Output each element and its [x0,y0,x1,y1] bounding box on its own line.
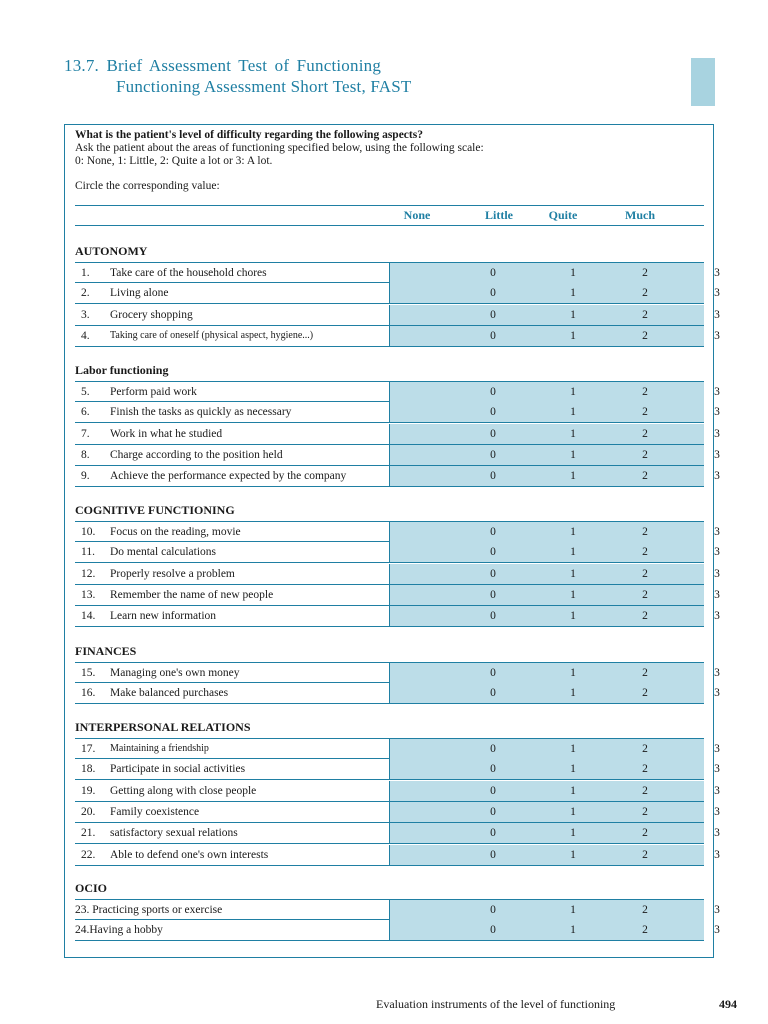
score-little[interactable]: 1 [570,763,576,776]
score-cells [389,466,720,486]
footer-text: Evaluation instruments of the level of functioning [376,997,616,1011]
item-number: 19. [81,784,96,797]
item-number: 16. [81,687,96,700]
item-number: 5. [81,386,90,398]
score-much[interactable]: 3 [714,329,720,342]
score-little[interactable]: 1 [570,743,576,755]
item-label: Focus on the reading, movie [110,526,241,538]
page-title [64,55,411,97]
score-quite[interactable]: 2 [642,924,648,937]
score-quite[interactable]: 2 [642,827,648,840]
instruction-text: Ask the patient about the areas of functioning specified below, using the following scale: [75,142,484,154]
score-cells [389,900,720,920]
item-number: 6. [81,406,90,419]
score-little[interactable]: 1 [570,308,576,321]
score-much[interactable]: 3 [714,588,720,601]
table-row [75,683,720,704]
section-title: FINANCES [75,644,137,658]
table-row [75,781,720,802]
table-row [75,738,720,759]
score-none[interactable]: 0 [490,287,496,300]
column-header-little: Little [485,208,513,222]
item-label: Grocery shopping [110,308,193,321]
score-little[interactable]: 1 [570,667,576,679]
table-row [75,585,720,606]
score-much[interactable]: 3 [714,848,720,861]
table-row [75,759,720,780]
score-much[interactable]: 3 [714,687,720,700]
item-label: Work in what he studied [110,427,223,440]
score-none[interactable]: 0 [490,406,496,419]
score-quite[interactable]: 2 [642,610,648,623]
item-label: Taking care of oneself (physical aspect, hygiene...) [110,329,314,341]
score-cells [389,445,720,465]
score-little[interactable]: 1 [570,427,576,440]
score-quite[interactable]: 2 [642,287,648,300]
score-much[interactable]: 3 [714,667,720,679]
score-none[interactable]: 0 [490,827,496,840]
table-row [75,262,720,283]
item-label: Learn new information [110,610,217,623]
item-number: 9. [81,470,90,483]
item-label: Living alone [110,287,169,300]
item-number: 14. [81,610,96,623]
score-cells [389,424,720,444]
score-cells [389,739,720,759]
score-none[interactable]: 0 [490,448,496,461]
score-cells [389,585,720,605]
score-none[interactable]: 0 [490,588,496,601]
score-quite[interactable]: 2 [642,427,648,440]
column-header-quite: Quite [548,208,578,222]
item-label: Participate in social activities [110,763,246,776]
score-little[interactable]: 1 [570,610,576,623]
score-little[interactable]: 1 [570,827,576,840]
score-cells [389,522,720,542]
score-much[interactable]: 3 [714,386,720,398]
score-none[interactable]: 0 [490,427,496,440]
score-quite[interactable]: 2 [642,904,648,916]
score-none[interactable]: 0 [490,546,496,559]
score-cells [389,683,720,703]
score-little[interactable]: 1 [570,924,576,937]
score-none[interactable]: 0 [490,308,496,321]
item-number: 20. [81,805,96,818]
instructions [75,129,695,193]
score-little[interactable]: 1 [570,567,576,580]
score-cells [389,823,720,843]
item-label: Perform paid work [110,386,197,398]
score-quite[interactable]: 2 [642,805,648,818]
score-none[interactable]: 0 [490,687,496,700]
score-much[interactable]: 3 [714,526,720,538]
item-label: Do mental calculations [110,546,217,559]
table-row [75,381,720,402]
score-little[interactable]: 1 [570,406,576,419]
item-label: 24.Having a hobby [75,924,163,937]
score-cells [389,802,720,822]
item-number: 12. [81,567,96,580]
score-quite[interactable]: 2 [642,406,648,419]
score-much[interactable]: 3 [714,448,720,461]
score-much[interactable]: 3 [714,546,720,559]
item-label: Take care of the household chores [110,267,267,279]
item-number: 3. [81,308,90,321]
score-quite[interactable]: 2 [642,267,648,279]
item-label: Achieve the performance expected by the company [110,470,347,483]
score-much[interactable]: 3 [714,267,720,279]
score-cells [389,781,720,801]
score-none[interactable]: 0 [490,805,496,818]
score-cells [389,382,720,402]
item-number: 4. [81,329,90,342]
column-header-much: Much [625,208,655,222]
item-label: Charge according to the position held [110,448,283,461]
score-none[interactable]: 0 [490,567,496,580]
item-label: Make balanced purchases [110,687,229,700]
score-none[interactable]: 0 [490,743,496,755]
item-label: Finish the tasks as quickly as necessary [110,406,292,419]
score-cells [389,845,720,865]
item-label: Getting along with close people [110,784,257,797]
item-number: 22. [81,848,96,861]
score-cells [389,542,720,562]
score-much[interactable]: 3 [714,784,720,797]
item-label: Remember the name of new people [110,588,274,601]
item-number: 2. [81,287,90,300]
score-little[interactable]: 1 [570,784,576,797]
score-much[interactable]: 3 [714,904,720,916]
item-label: Family coexistence [110,805,200,818]
table-row [75,823,720,844]
score-little[interactable]: 1 [570,448,576,461]
table-row [75,424,720,445]
score-none[interactable]: 0 [490,610,496,623]
scale-text: 0: None, 1: Little, 2: Quite a lot or 3: A lot. [75,155,273,167]
score-cells [389,263,720,283]
score-none[interactable]: 0 [490,267,496,279]
score-much[interactable]: 3 [714,308,720,321]
item-number: 10. [81,526,96,538]
table-row [75,920,720,941]
score-little[interactable]: 1 [570,546,576,559]
score-quite[interactable]: 2 [642,687,648,700]
instruction-question: What is the patient's level of difficulty regarding the following aspects? [75,129,423,141]
table-row [75,845,720,866]
table-row [75,802,720,823]
score-little[interactable]: 1 [570,588,576,601]
score-none[interactable]: 0 [490,329,496,342]
score-much[interactable]: 3 [714,610,720,623]
score-none[interactable]: 0 [490,386,496,398]
score-little[interactable]: 1 [570,267,576,279]
page-number: 494 [719,997,737,1011]
score-little[interactable]: 1 [570,329,576,342]
score-quite[interactable]: 2 [642,546,648,559]
score-much[interactable]: 3 [714,924,720,937]
item-label: Maintaining a friendship [110,743,209,754]
table-row [75,606,720,627]
score-much[interactable]: 3 [714,406,720,419]
item-number: 7. [81,427,90,440]
item-number: 8. [81,448,90,461]
header-bottom-rule [75,225,704,226]
score-none[interactable]: 0 [490,470,496,483]
item-label: Properly resolve a problem [110,567,235,580]
score-little[interactable]: 1 [570,805,576,818]
item-number: 21. [81,827,96,840]
title-line-1: 13.7. Brief Assessment Test of Functioning [64,56,382,75]
table-row [75,402,720,423]
table-row [75,466,720,487]
table-row [75,521,720,542]
score-quite[interactable]: 2 [642,588,648,601]
score-none[interactable]: 0 [490,784,496,797]
score-quite[interactable]: 2 [642,848,648,861]
table-row [75,899,720,920]
score-cells [389,402,720,422]
item-number: 13. [81,588,96,601]
score-cells [389,283,720,303]
table-row [75,305,720,326]
score-much[interactable]: 3 [714,567,720,580]
chapter-tab-marker [691,58,715,106]
section-title: OCIO [75,881,108,895]
item-label: 23. Practicing sports or exercise [75,904,223,916]
score-cells [389,305,720,325]
item-label: Managing one's own money [110,667,240,679]
title-line-2: Functioning Assessment Short Test, FAST [116,77,412,96]
score-much[interactable]: 3 [714,470,720,483]
score-none[interactable]: 0 [490,904,496,916]
score-quite[interactable]: 2 [642,763,648,776]
header-top-rule [75,205,704,206]
item-label: Able to defend one's own interests [110,848,269,861]
item-label: satisfactory sexual relations [110,827,238,840]
item-number: 15. [81,667,96,679]
table-row [75,564,720,585]
score-much[interactable]: 3 [714,805,720,818]
circle-instruction: Circle the corresponding value: [75,180,220,192]
score-cells [389,759,720,779]
score-little[interactable]: 1 [570,904,576,916]
section-title: INTERPERSONAL RELATIONS [75,720,251,734]
table-row [75,662,720,683]
score-quite[interactable]: 2 [642,448,648,461]
score-none[interactable]: 0 [490,526,496,538]
score-quite[interactable]: 2 [642,526,648,538]
score-cells [389,920,720,940]
table-row [75,445,720,466]
item-number: 17. [81,743,96,755]
score-little[interactable]: 1 [570,287,576,300]
score-cells [389,663,720,683]
score-cells [389,564,720,584]
score-little[interactable]: 1 [570,470,576,483]
score-quite[interactable]: 2 [642,329,648,342]
item-number: 1. [81,267,90,279]
score-much[interactable]: 3 [714,827,720,840]
score-much[interactable]: 3 [714,287,720,300]
score-quite[interactable]: 2 [642,308,648,321]
score-much[interactable]: 3 [714,763,720,776]
score-none[interactable]: 0 [490,763,496,776]
table-row [75,542,720,563]
score-much[interactable]: 3 [714,743,720,755]
item-number: 11. [81,546,95,559]
score-little[interactable]: 1 [570,848,576,861]
score-quite[interactable]: 2 [642,567,648,580]
score-quite[interactable]: 2 [642,386,648,398]
item-number: 18. [81,763,96,776]
score-none[interactable]: 0 [490,848,496,861]
score-none[interactable]: 0 [490,924,496,937]
score-little[interactable]: 1 [570,687,576,700]
score-much[interactable]: 3 [714,427,720,440]
score-quite[interactable]: 2 [642,667,648,679]
section-title: Labor functioning [75,363,169,377]
section-title: AUTONOMY [75,244,148,258]
score-little[interactable]: 1 [570,526,576,538]
score-cells [389,326,720,346]
score-cells [389,606,720,626]
score-quite[interactable]: 2 [642,470,648,483]
score-quite[interactable]: 2 [642,784,648,797]
score-quite[interactable]: 2 [642,743,648,755]
column-header-none: None [403,208,431,222]
table-row [75,326,720,347]
score-little[interactable]: 1 [570,386,576,398]
score-none[interactable]: 0 [490,667,496,679]
table-row [75,283,720,304]
section-title: COGNITIVE FUNCTIONING [75,503,235,517]
